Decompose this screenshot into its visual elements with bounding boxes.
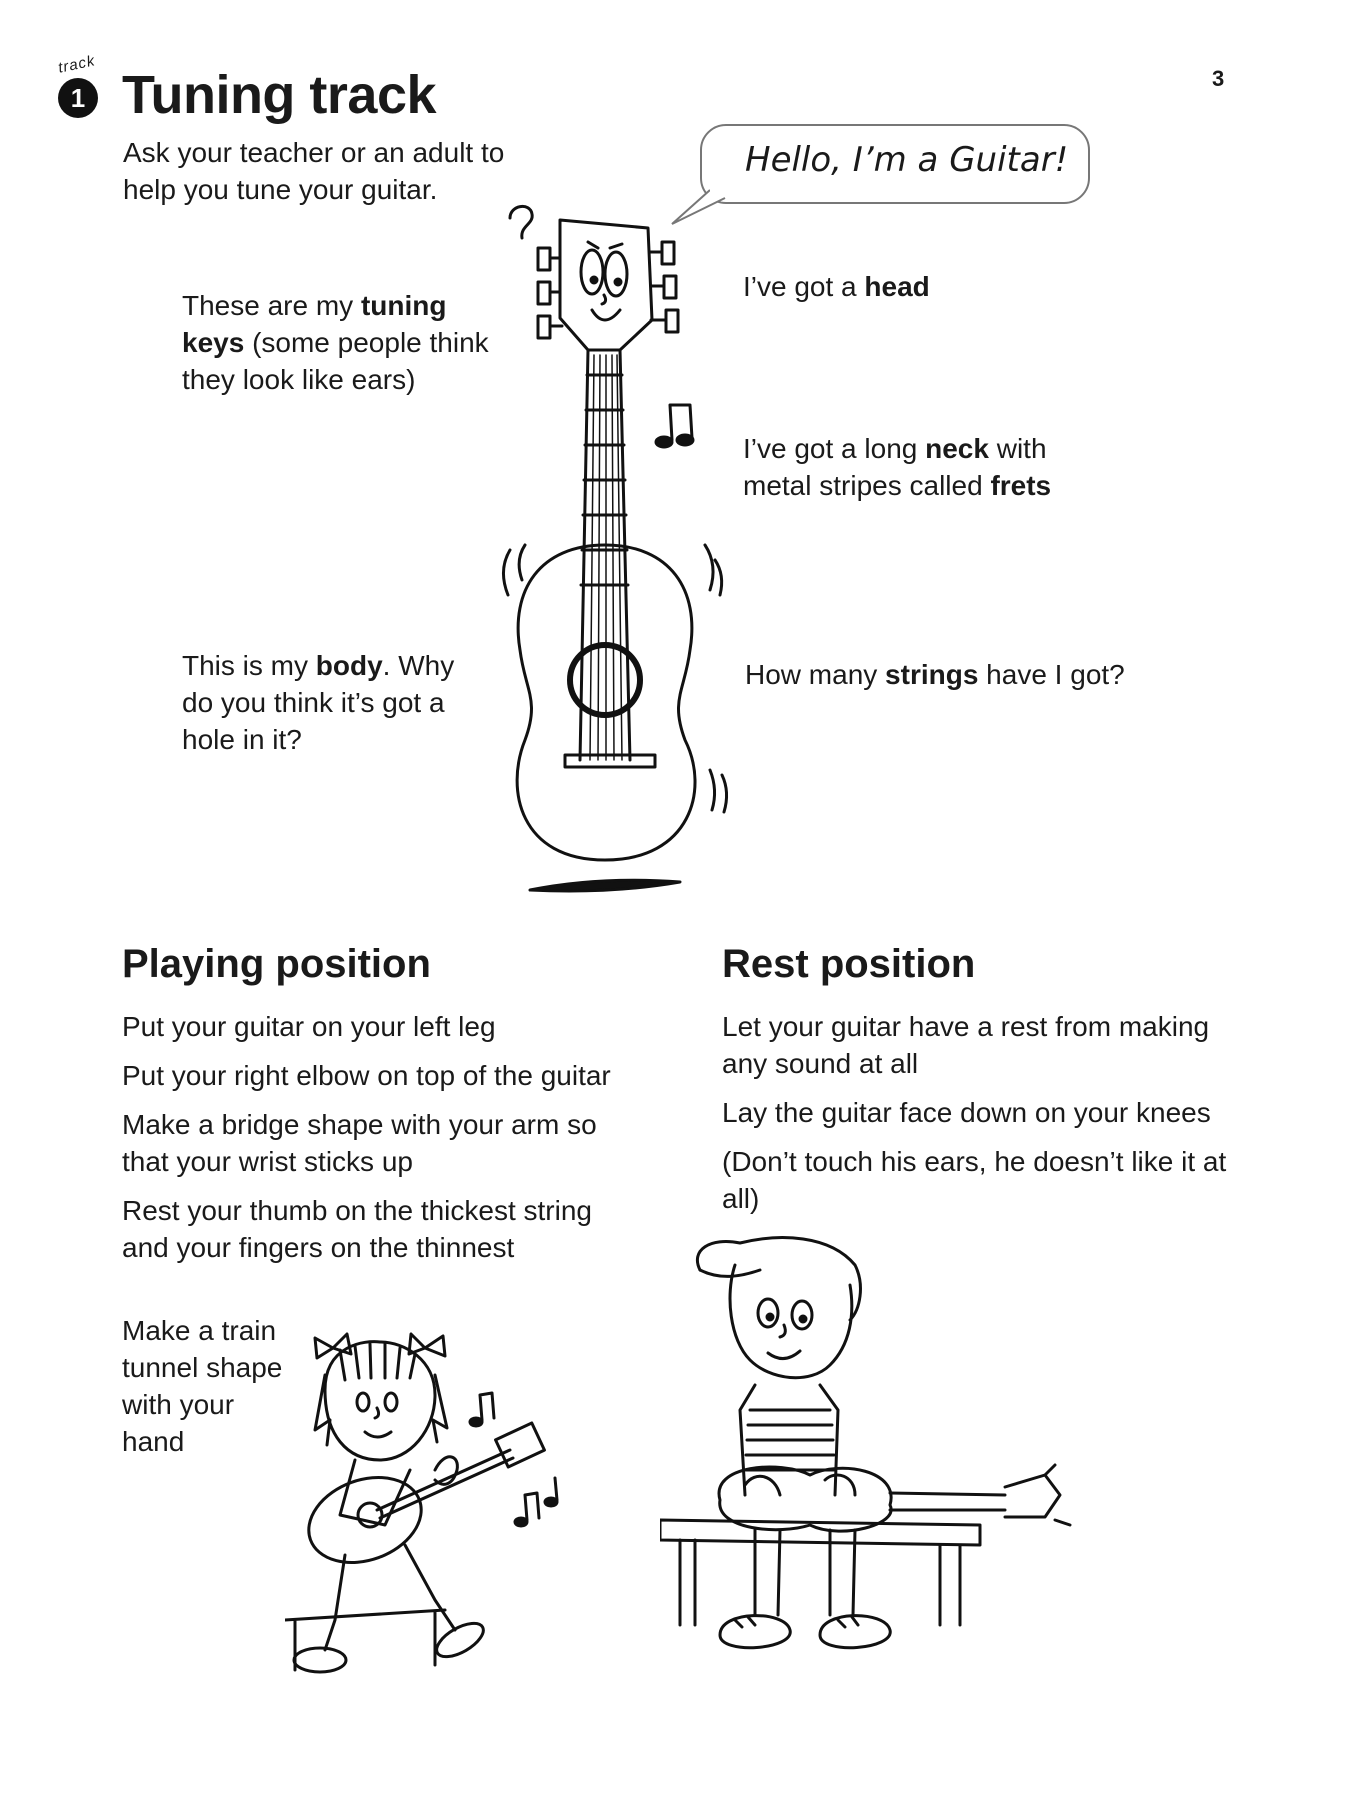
tuning-intro-text: Ask your teacher or an adult to help you tune your guitar. — [123, 137, 505, 205]
rest-position-list — [722, 1008, 1242, 1229]
neck-label-mid: with metal stripes called — [743, 433, 1047, 501]
girl-playing-guitar-illustration — [285, 1320, 625, 1690]
track-number-badge: 1 — [58, 78, 98, 118]
playing-position-list — [122, 1008, 632, 1278]
speech-bubble-text: Hello, I’m a Guitar! — [745, 140, 1069, 180]
neck-label-pre: I’ve got a long — [743, 433, 926, 464]
head-label-pre: I’ve got a — [743, 271, 865, 302]
page-number: 3 — [1212, 66, 1225, 91]
tuning-keys-label-pre: These are my — [182, 290, 361, 321]
list-item: Make a bridge shape with your arm so that your wrist sticks up — [122, 1109, 597, 1177]
head-label-bold: head — [864, 271, 930, 302]
list-item: (Don’t touch his ears, he doesn’t like it at all) — [722, 1146, 1227, 1214]
list-item: Put your guitar on your left leg — [122, 1011, 496, 1042]
body-label-post: . Why do you think it’s got a hole in it? — [182, 650, 455, 755]
body-label-pre: This is my — [182, 650, 316, 681]
track-label: track — [56, 52, 97, 77]
tuning-keys-label-post: (some people think they look like ears) — [182, 327, 489, 395]
rest-position-title: Rest position — [722, 942, 976, 986]
strings-label-post: have I got? — [978, 659, 1125, 690]
list-item: Rest your thumb on the thickest string and your fingers on the thinnest — [122, 1195, 592, 1263]
neck-label-bold: neck — [925, 433, 989, 464]
strings-label-pre: How many — [745, 659, 886, 690]
head-label — [743, 268, 1073, 305]
list-item: Lay the guitar face down on your knees — [722, 1097, 1211, 1128]
list-item: Make a train tunnel shape with your hand — [122, 1315, 283, 1457]
strings-label — [745, 656, 1165, 693]
list-item: Put your right elbow on top of the guitar — [122, 1060, 611, 1091]
tuning-keys-label — [182, 287, 512, 398]
playing-position-title: Playing position — [122, 942, 431, 986]
tuning-track-title: Tuning track — [122, 65, 437, 125]
boy-resting-guitar-illustration — [660, 1225, 1160, 1685]
body-label — [182, 647, 472, 758]
tuning-keys-label-bold: tuning keys — [182, 290, 447, 358]
frets-label-bold: frets — [990, 470, 1052, 501]
list-item: Let your guitar have a rest from making any sound at all — [722, 1011, 1210, 1079]
cartoon-guitar-illustration — [480, 200, 780, 900]
body-label-bold: body — [315, 650, 383, 681]
strings-label-bold: strings — [885, 659, 979, 690]
neck-label — [743, 430, 1103, 504]
